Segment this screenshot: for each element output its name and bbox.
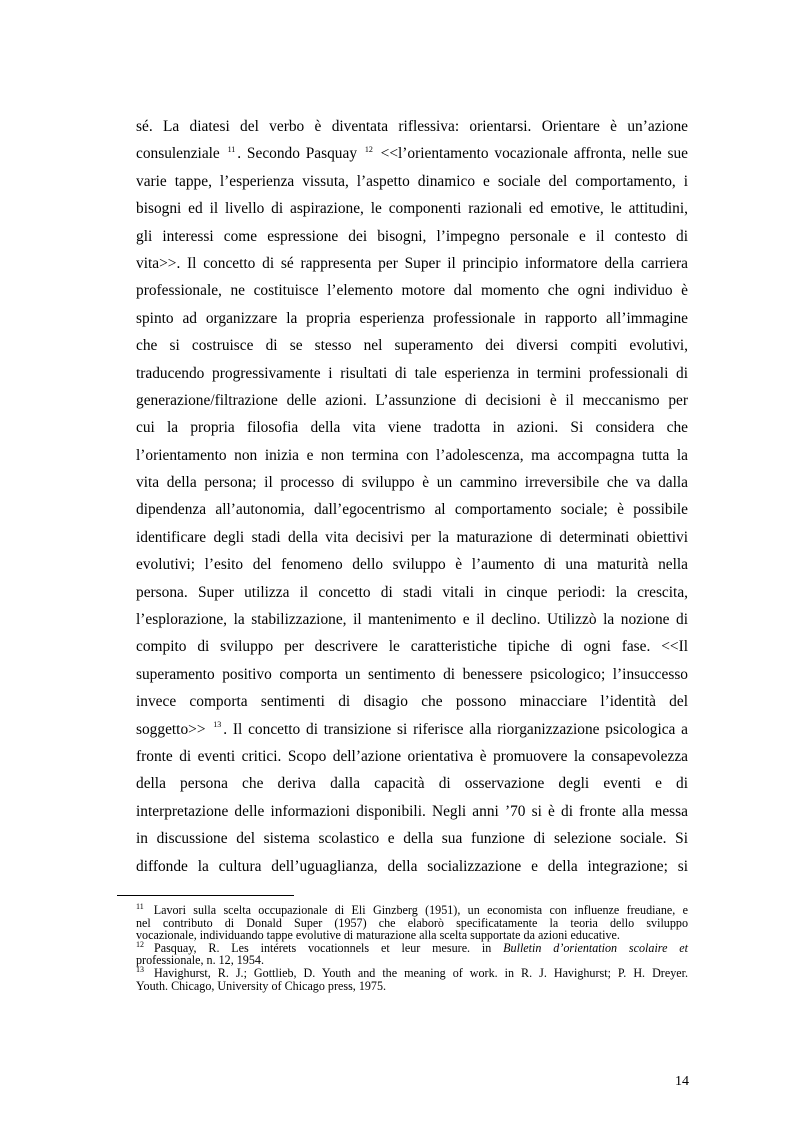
text-line: cui la propria filosofia della vita viene tradotta in azioni. Si considera che	[136, 419, 688, 437]
text-line: interpretazione delle informazioni disponibili. Negli anni ’70 si è di fronte alla messa	[136, 802, 688, 820]
text-line: invece comporta sentimenti di disagio che possono minacciare l’identità del	[136, 693, 688, 711]
text-line: varie tappe, l’esperienza vissuta, l’aspetto dinamico e sociale del comportamento, i	[136, 172, 688, 190]
text-line: professionale, ne costituisce l’elemento motore dal momento che ogni individuo è	[136, 282, 688, 300]
footnote-ref-13: 13	[213, 720, 222, 730]
text-segment: . Il concetto di transizione si riferisce alla riorganizzazione psicologica a	[223, 720, 688, 738]
text-line: vita della persona; il processo di sviluppo è un cammino irreversibile che va dalla	[136, 474, 688, 492]
text-line: diffonde la cultura dell’uguaglianza, della socializzazione e della integrazione; si	[136, 857, 688, 875]
footnote-line: Youth. Chicago, University of Chicago press, 1975.	[136, 978, 387, 993]
text-line: della persona che deriva dalla capacità di osservazione degli eventi e di	[136, 775, 688, 793]
footnote-line: professionale, n. 12, 1954.	[136, 953, 264, 968]
main-text	[136, 113, 688, 880]
text-line: persona. Super utilizza il concetto di stadi vitali in cinque periodi: la crescita,	[136, 583, 688, 601]
text-line: spinto ad organizzare la propria esperienza professionale in rapporto all’immagine	[136, 309, 688, 327]
text-line: sé. La diatesi del verbo è diventata riflessiva: orientarsi. Orientare è un’azione	[136, 118, 688, 135]
text-line: l’esplorazione, la stabilizzazione, il mantenimento e il declino. Utilizzò la nozione di	[136, 611, 688, 629]
text-line: in discussione del sistema scolastico e della sua funzione di selezione sociale. Si	[136, 830, 688, 848]
footnote-line	[136, 964, 688, 980]
text-line: identificare degli stadi della vita decisivi per la maturazione di determinati obiettivi	[136, 528, 688, 546]
footnote-11	[136, 901, 688, 943]
text-line: gli interessi come espressione dei bisogni, l’impegno personale e il contesto di	[136, 227, 688, 245]
footnote-ref-12: 12	[364, 145, 373, 155]
footnote-text: Havighurst, R. J.; Gottlieb, D. Youth and the meaning of work. in R. J. Havighurst; P. H. Dreyer.	[154, 965, 688, 980]
footnote-13	[136, 964, 688, 993]
text-line: generazione/filtrazione delle azioni. L’assunzione di decisioni è il meccanismo per	[136, 391, 688, 409]
text-segment: <<l’orientamento vocazionale affronta, nelle sue	[380, 145, 689, 163]
text-line: bisogni ed il livello di aspirazione, le componenti razionali ed emotive, le attitudini,	[136, 200, 688, 218]
text-segment: soggetto>>	[136, 720, 206, 738]
footnote-number: 13	[136, 964, 144, 974]
footnote-text: Pasquay, R. Les intérets vocationnels et leur mesure. in	[154, 940, 504, 955]
text-segment: consulenziale	[136, 145, 220, 163]
footnote-line	[136, 901, 688, 917]
footnotes	[136, 901, 688, 993]
text-line: compito di sviluppo per descrivere le caratteristiche tipiche di ogni fase. <<Il	[136, 638, 688, 656]
text-line: vita>>. Il concetto di sé rappresenta per Super il principio informatore della carriera	[136, 254, 688, 272]
text-line: traducendo progressivamente i risultati di tale esperienza in termini professionali di	[136, 364, 688, 382]
text-line: fronte di eventi critici. Scopo dell’azione orientativa è promuovere la consapevolezza	[136, 747, 688, 765]
text-line	[136, 716, 688, 743]
footnote-12	[136, 939, 688, 968]
text-segment: . Secondo Pasquay	[237, 145, 358, 163]
text-line: dipendenza all’autonomia, dall’egocentrismo al comportamento sociale; è possibile	[136, 501, 688, 519]
footnote-number: 12	[136, 939, 144, 949]
text-line: evolutivi; l’esito del fenomeno dello sviluppo è l’aumento di una maturità nella	[136, 556, 688, 574]
footnote-separator	[117, 895, 294, 896]
text-line: l’orientamento non inizia e non termina con l’adolescenza, ma accompagna tutta la	[136, 446, 688, 464]
footnote-number: 11	[136, 901, 144, 911]
footnote-line: vocazionale, individuando tappe evolutive di maturazione alla scelta supportate da azioni educative.	[136, 928, 620, 943]
text-line	[136, 140, 688, 167]
footnote-text: Lavori sulla scelta occupazionale di Eli Ginzberg (1951), un economista con influenze freudiane, e	[153, 903, 688, 917]
text-line: superamento positivo comporta un sentimento di benessere psicologico; l’insuccesso	[136, 665, 688, 683]
footnote-ref-11: 11	[227, 145, 236, 155]
journal-title: Bulletin d’orientation scolaire et	[503, 940, 688, 955]
text-line: che si costruisce di se stesso nel superamento dei diversi compiti evolutivi,	[136, 337, 688, 355]
page-number: 14	[675, 1074, 689, 1089]
footnote-line: nel contributo di Donald Super (1957) che elaborò specificatamente la teoria dello sviluppo	[136, 915, 688, 930]
